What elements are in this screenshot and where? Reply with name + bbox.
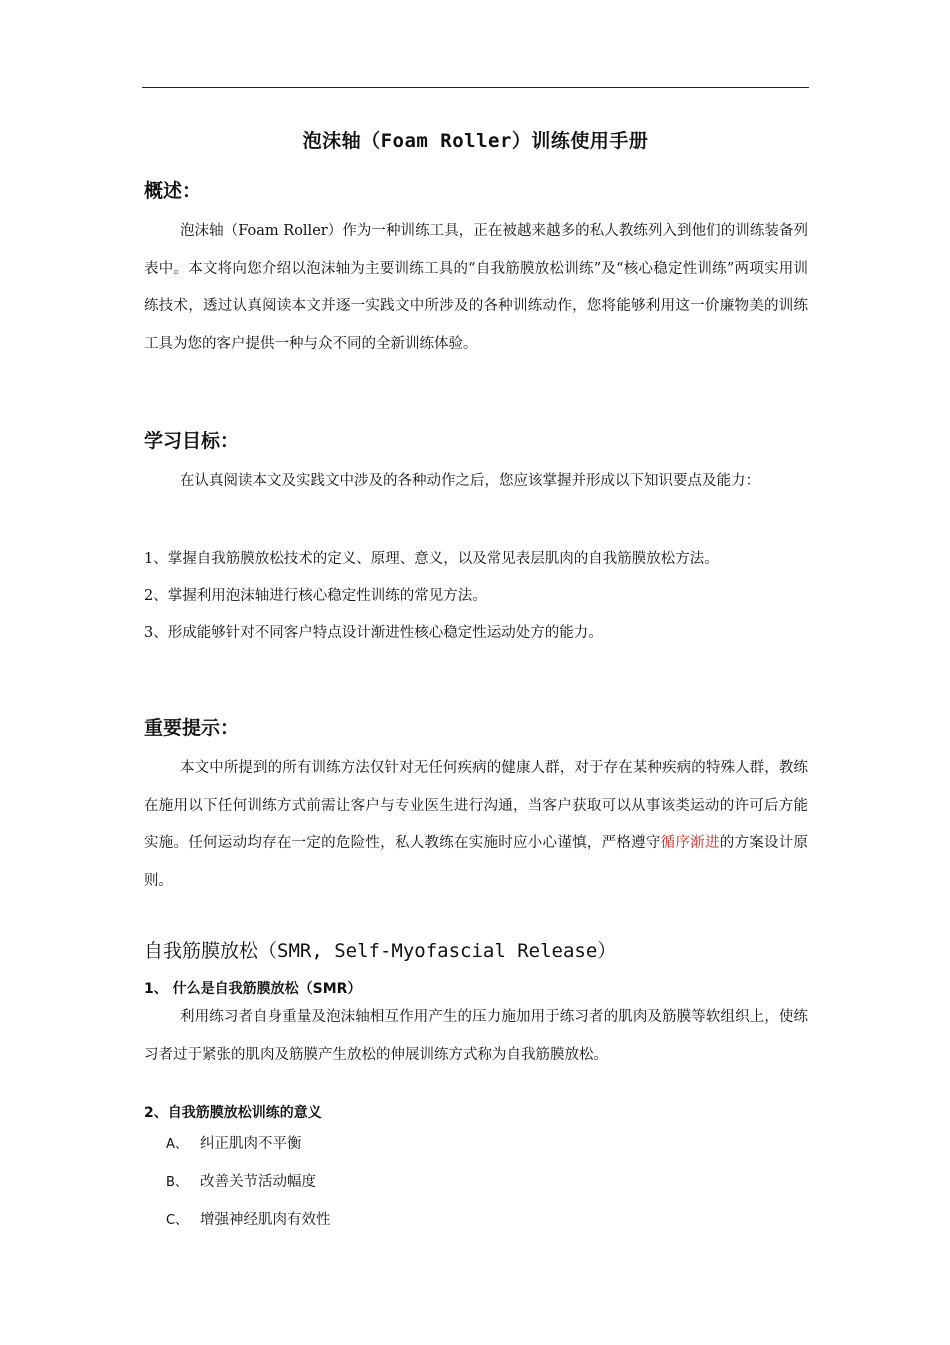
smr-question-2: 2、自我筋膜放松训练的意义: [144, 1105, 322, 1121]
highlighted-text: 循序渐进: [660, 835, 720, 851]
notice-paragraph: 本文中所提到的所有训练方法仅针对无任何疾病的健康人群，对于存在某种疾病的特殊人群，教练在施用以下任何训练方式前需让客户与专业医生进行沟通，当客户获取可以从事该类运动的许可后方能实施。任何运动均存在一定的危险性，私人教练在实施时应小心谨慎，严格遵守循序渐进的方案设计原则。: [144, 760, 809, 889]
overview-paragraph: 泡沫轴（Foam Roller）作为一种训练工具，正在被越来越多的私人教练列入到他们的训练装备列表中。本文将向您介绍以泡沫轴为主要训练工具的“自我筋膜放松训练”及“核心稳定性训练”两项实用训练技术，透过认真阅读本文并逐一实践文中所涉及的各种训练动作，您将能够利用这一价廉物美的训练工具为您的客户提供一种与众不同的全新训练体验。: [144, 223, 808, 352]
smr-definition: 利用练习者自身重量及泡沫轴相互作用产生的压力施加用于练习者的肌肉及筋膜等软组织上，使练习者过于紧张的肌肉及筋膜产生放松的伸展训练方式称为自我筋膜放松。: [144, 1009, 808, 1063]
benefit-item: C、 增强神经肌肉有效性: [166, 1212, 331, 1228]
smr-heading: 自我筋膜放松（SMR, Self-Myofascial Release）: [144, 940, 617, 962]
smr-question-1: 1、 什么是自我筋膜放松（SMR）: [144, 981, 362, 997]
objectives-heading: 学习目标：: [144, 430, 240, 452]
objective-item: 1、掌握自我筋膜放松技术的定义、原理、意义，以及常见表层肌肉的自我筋膜放松方法。: [144, 551, 719, 567]
objectives-intro: 在认真阅读本文及实践文中涉及的各种动作之后，您应该掌握并形成以下知识要点及能力：: [180, 473, 760, 489]
objective-item: 2、掌握利用泡沫轴进行核心稳定性训练的常见方法。: [144, 588, 487, 604]
notice-heading: 重要提示：: [144, 717, 240, 739]
benefit-item: A、 纠正肌肉不平衡: [166, 1136, 302, 1152]
header-rule: [142, 87, 809, 88]
overview-heading: 概述：: [144, 180, 202, 202]
page-title: 泡沫轴（Foam Roller）训练使用手册: [302, 130, 649, 152]
benefit-item: B、 改善关节活动幅度: [166, 1174, 316, 1190]
objective-item: 3、形成能够针对不同客户特点设计渐进性核心稳定性运动处方的能力。: [144, 625, 603, 641]
